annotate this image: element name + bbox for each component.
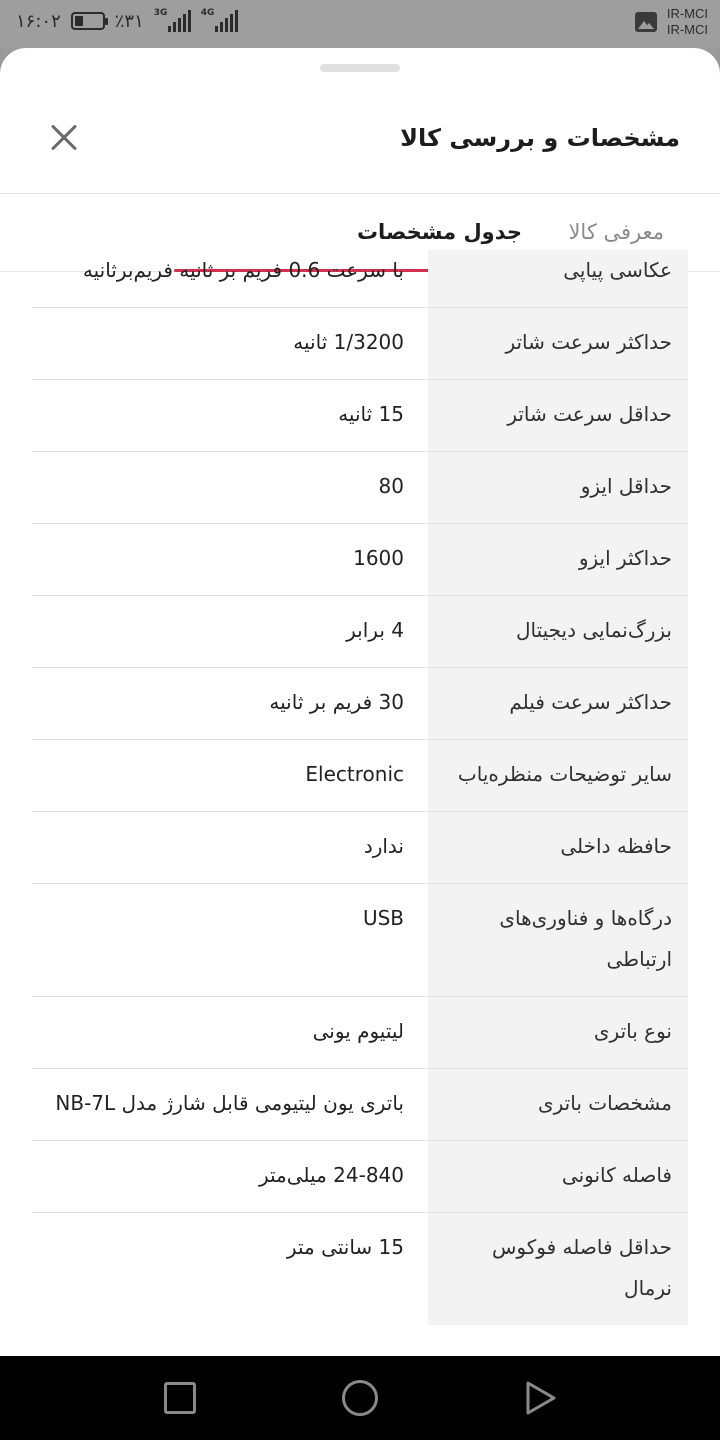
spec-row bbox=[32, 596, 688, 668]
spec-row bbox=[32, 250, 688, 308]
spec-row bbox=[32, 668, 688, 740]
spec-key: نوع باتری bbox=[428, 997, 688, 1068]
spec-value: Electronic bbox=[305, 762, 404, 786]
spec-value: 30 فریم بر ثانیه bbox=[269, 690, 404, 714]
spec-row bbox=[32, 452, 688, 524]
spec-row bbox=[32, 308, 688, 380]
clock: ۱۶:۰۲ bbox=[16, 10, 61, 32]
spec-value: 80 bbox=[378, 474, 404, 498]
home-icon[interactable] bbox=[342, 1380, 378, 1416]
spec-value: باتری یون لیتیومی قابل شارژ مدل NB-7L bbox=[55, 1091, 404, 1115]
spec-key: فاصله کانونی bbox=[428, 1141, 688, 1212]
spec-row bbox=[32, 1141, 688, 1213]
spec-key: حداکثر ایزو bbox=[428, 524, 688, 595]
carrier-names bbox=[667, 6, 708, 38]
battery-icon bbox=[71, 12, 105, 30]
status-bar bbox=[0, 0, 720, 48]
sheet-title: مشخصات و بررسی کالا bbox=[400, 124, 680, 152]
spec-key: سایر توضیحات منظره‌یاب bbox=[428, 740, 688, 811]
spec-value: 4 برابر bbox=[346, 618, 404, 642]
spec-row bbox=[32, 380, 688, 452]
spec-row bbox=[32, 740, 688, 812]
battery-percent: ٪۳۱ bbox=[114, 10, 144, 32]
sheet-header bbox=[0, 88, 720, 194]
spec-value: لیتیوم یونی bbox=[312, 1019, 404, 1043]
spec-key: حداقل سرعت شاتر bbox=[428, 380, 688, 451]
spec-key: بزرگ‌نمایی دیجیتال bbox=[428, 596, 688, 667]
image-notification-icon bbox=[635, 12, 657, 32]
signal-icon-1 bbox=[154, 10, 191, 32]
tab-product-intro[interactable]: معرفی کالا bbox=[568, 220, 664, 244]
spec-value: USB bbox=[362, 906, 404, 930]
spec-key: حداکثر سرعت شاتر bbox=[428, 308, 688, 379]
spec-key: حافظه داخلی bbox=[428, 812, 688, 883]
close-icon[interactable] bbox=[44, 118, 84, 158]
tab-specifications[interactable]: جدول مشخصات bbox=[356, 220, 522, 244]
spec-row bbox=[32, 812, 688, 884]
status-right bbox=[635, 6, 708, 38]
specs-table bbox=[32, 258, 688, 1325]
carrier-name: IR-MCI bbox=[666, 22, 708, 37]
recent-apps-icon[interactable] bbox=[164, 1382, 196, 1414]
bottom-sheet bbox=[0, 48, 720, 1356]
spec-key: حداکثر سرعت فیلم bbox=[428, 668, 688, 739]
spec-row bbox=[32, 884, 688, 997]
spec-value: 15 سانتی متر bbox=[286, 1235, 404, 1259]
battery-fill bbox=[75, 16, 83, 26]
network-type-1: 3G bbox=[153, 8, 168, 18]
spec-value: ندارد bbox=[363, 834, 404, 858]
spec-key: عکاسی پیاپی bbox=[428, 250, 688, 307]
spec-key: مشخصات باتری bbox=[428, 1069, 688, 1140]
spec-value: 15 ثانیه bbox=[338, 402, 404, 426]
spec-row bbox=[32, 997, 688, 1069]
drag-handle[interactable] bbox=[320, 64, 400, 72]
spec-row bbox=[32, 524, 688, 596]
spec-key: درگاه‌ها و فناوری‌های ارتباطی bbox=[428, 884, 688, 996]
specs-table-scroll[interactable] bbox=[0, 258, 720, 1356]
spec-key: حداقل فاصله فوکوس نرمال bbox=[428, 1213, 688, 1325]
network-type-2: 4G bbox=[200, 8, 215, 18]
spec-row bbox=[32, 1213, 688, 1325]
signal-icon-2 bbox=[201, 10, 238, 32]
status-left bbox=[16, 10, 238, 32]
spec-value: 24-840 میلی‌متر bbox=[258, 1163, 404, 1187]
navigation-bar bbox=[0, 1356, 720, 1440]
spec-value: با سرعت 0.6 فریم بر ثانیه فریم‌برثانیه bbox=[82, 258, 404, 282]
spec-key: حداقل ایزو bbox=[428, 452, 688, 523]
spec-value: 1600 bbox=[353, 546, 404, 570]
spec-row bbox=[32, 1069, 688, 1141]
carrier-name: IR-MCI bbox=[666, 6, 708, 21]
back-icon[interactable] bbox=[522, 1380, 558, 1416]
spec-value: 1/3200 ثانیه bbox=[293, 330, 404, 354]
